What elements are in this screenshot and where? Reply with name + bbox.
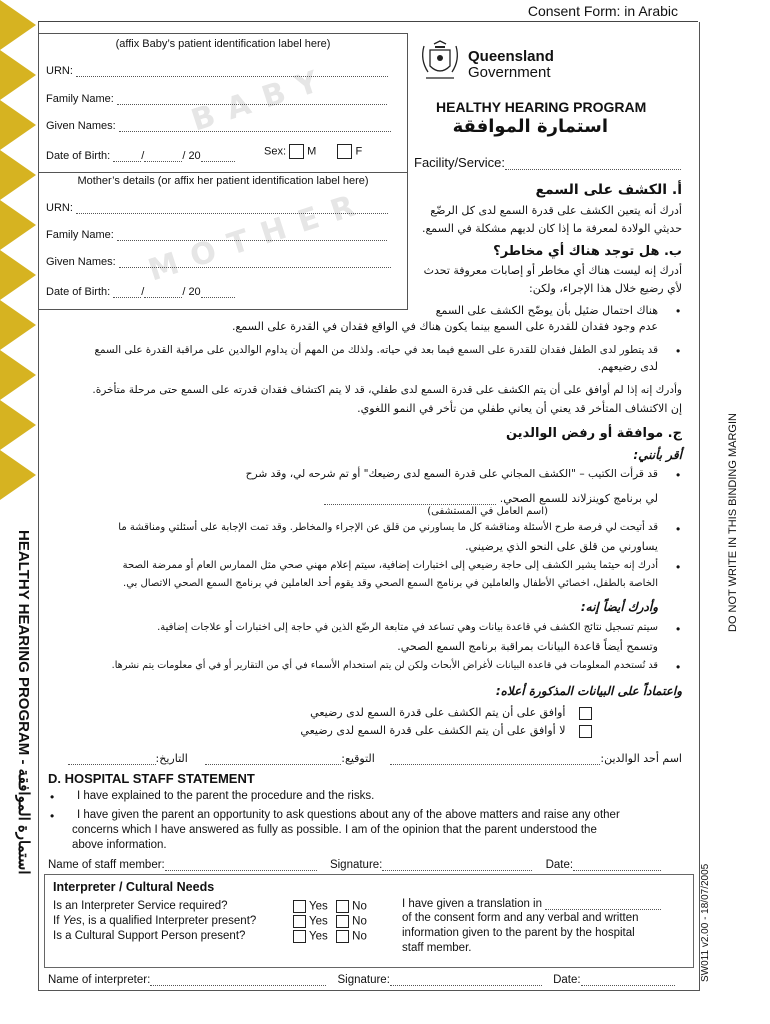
baby-given-label: Given Names:	[46, 120, 116, 132]
interpreter-heading: Interpreter / Cultural Needs	[53, 880, 215, 894]
section-c-heading: ج. موافقة أو رفض الوالدين	[505, 426, 682, 441]
staff-signature-line: Name of staff member: Signature: Date:	[48, 858, 661, 871]
baby-watermark: BABY	[187, 60, 336, 139]
q1-yes-checkbox[interactable]	[293, 900, 306, 913]
parent-date-field[interactable]	[68, 752, 156, 765]
q2-yes-checkbox[interactable]	[293, 915, 306, 928]
q3-yes-checkbox[interactable]	[293, 930, 306, 943]
queensland-crest-icon	[416, 40, 464, 84]
section-b-heading: ب. هل توجد هناك أي مخاطر؟	[493, 244, 682, 259]
section-d-heading: D. HOSPITAL STAFF STATEMENT	[48, 771, 255, 786]
baby-given-field[interactable]	[119, 119, 391, 132]
baby-family-label: Family Name:	[46, 93, 114, 105]
form-language-title: Consent Form: in Arabic	[527, 3, 678, 19]
mother-urn-field[interactable]	[76, 201, 388, 214]
sex-label: Sex:	[264, 145, 287, 158]
staff-name-field[interactable]	[165, 858, 317, 871]
baby-dob-day-field[interactable]	[113, 149, 141, 162]
baby-id-box: BABY (affix Baby’s patient identification label here) URN: Family Name: Given Names: Date of Birth: / / 20 Sex: M F	[38, 33, 408, 173]
mother-dob-month-field[interactable]	[144, 285, 182, 298]
interpreter-name-field[interactable]	[150, 973, 326, 986]
mother-urn-label: URN:	[46, 202, 73, 214]
parent-signature-line: اسم أحد الوالدين: التوقيع: التاريخ:	[68, 752, 682, 765]
program-title: HEALTHY HEARING PROGRAM	[436, 99, 647, 115]
mother-given-field[interactable]	[119, 255, 391, 268]
staff-signature-field[interactable]	[382, 858, 532, 871]
facility-label: Facility/Service:	[414, 155, 506, 170]
q3-no-checkbox[interactable]	[336, 930, 349, 943]
section-a-heading: أ. الكشف على السمع	[535, 182, 682, 198]
mother-watermark: MOTHER	[144, 184, 373, 289]
parent-name-field[interactable]	[390, 752, 600, 765]
binding-margin-note: DO NOT WRITE IN THIS BINDING MARGIN	[727, 413, 739, 632]
baby-urn-label: URN:	[46, 65, 73, 77]
baby-family-field[interactable]	[117, 92, 387, 105]
form-code: SW011 v2.00 - 18/07/2005	[700, 863, 711, 982]
staff-date-field[interactable]	[573, 858, 661, 871]
mother-family-label: Family Name:	[46, 229, 114, 241]
sex-f-checkbox[interactable]	[337, 144, 352, 159]
consent-agree-checkbox[interactable]	[579, 707, 592, 720]
interpreter-signature-field[interactable]	[390, 973, 542, 986]
baby-dob-year-field[interactable]	[201, 149, 235, 162]
parent-signature-field[interactable]	[205, 752, 341, 765]
form-title-arabic: استمارة الموافقة	[452, 116, 608, 137]
mother-given-label: Given Names:	[46, 256, 116, 268]
mother-id-box: MOTHER Mother’s details (or affix her patient identification label here) URN: Family Name: Given Names: Date of Birth: / / 20	[38, 171, 408, 310]
mother-dob-label: Date of Birth:	[46, 286, 111, 298]
org-name-1: Queensland	[468, 48, 554, 65]
mother-dob-day-field[interactable]	[113, 285, 141, 298]
mother-family-field[interactable]	[117, 228, 387, 241]
interpreter-signature-line: Name of interpreter: Signature: Date:	[48, 973, 675, 986]
facility-field[interactable]	[505, 157, 681, 170]
q2-no-checkbox[interactable]	[336, 915, 349, 928]
hospital-worker-name-field[interactable]	[324, 492, 496, 505]
sex-m-checkbox[interactable]	[289, 144, 304, 159]
interpreter-box: Interpreter / Cultural Needs Is an Interpreter Service required? If Yes, is a qualified Interpreter present? Is a Cultural Support Person present? Yes No Yes No Yes No I have given a translation in of the consent form and any verbal and written information given to the parent by the hospital staff member.	[44, 874, 694, 968]
baby-dob-month-field[interactable]	[144, 149, 182, 162]
org-name-2: Government	[468, 64, 551, 81]
interpreter-date-field[interactable]	[581, 973, 675, 986]
q1-no-checkbox[interactable]	[336, 900, 349, 913]
mother-dob-year-field[interactable]	[201, 285, 235, 298]
translation-language-field[interactable]	[545, 897, 661, 910]
baby-urn-field[interactable]	[76, 64, 388, 77]
baby-dob-label: Date of Birth:	[46, 150, 111, 162]
chevron-strip-decoration	[0, 0, 40, 500]
left-margin-title: HEALTHY HEARING PROGRAM - استمارة الموافقة	[15, 530, 32, 875]
consent-decline-checkbox[interactable]	[579, 725, 592, 738]
